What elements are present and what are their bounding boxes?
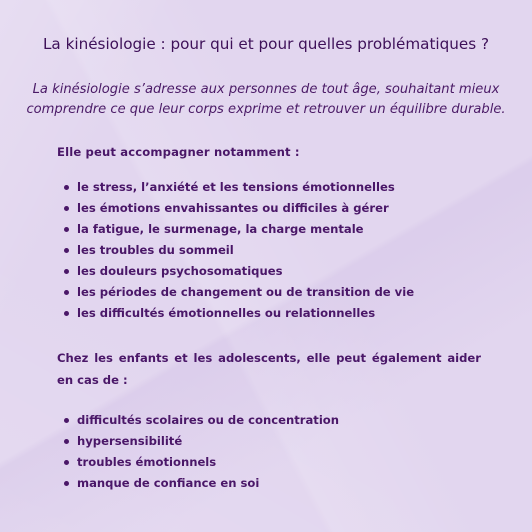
list-item: la fatigue, le surmenage, la charge mentale bbox=[62, 219, 414, 240]
list-item: les périodes de changement ou de transition de vie bbox=[62, 282, 414, 303]
problems-list bbox=[62, 177, 414, 324]
list-item: manque de confiance en soi bbox=[62, 473, 339, 494]
list-item: les douleurs psychosomatiques bbox=[62, 261, 414, 282]
list-item: hypersensibilité bbox=[62, 431, 339, 452]
children-paragraph: Chez les enfants et les adolescents, elle peut également aider en cas de : bbox=[57, 351, 481, 387]
list-item: les troubles du sommeil bbox=[62, 240, 414, 261]
list-intro: Elle peut accompagner notamment : bbox=[57, 145, 300, 159]
list-item: les émotions envahissantes ou difficiles à gérer bbox=[62, 198, 414, 219]
children-list bbox=[62, 410, 339, 494]
list-item: les difficultés émotionnelles ou relationnelles bbox=[62, 303, 414, 324]
intro-text: La kinésiologie s’adresse aux personnes de tout âge, souhaitant mieux comprendre ce que leur corps exprime et retrouver un équilibre durable. bbox=[26, 82, 506, 117]
list-item: le stress, l’anxiété et les tensions émotionnelles bbox=[62, 177, 414, 198]
list-item: troubles émotionnels bbox=[62, 452, 339, 473]
list-item: difficultés scolaires ou de concentration bbox=[62, 410, 339, 431]
page-title: La kinésiologie : pour qui et pour quelles problématiques ? bbox=[42, 35, 490, 53]
